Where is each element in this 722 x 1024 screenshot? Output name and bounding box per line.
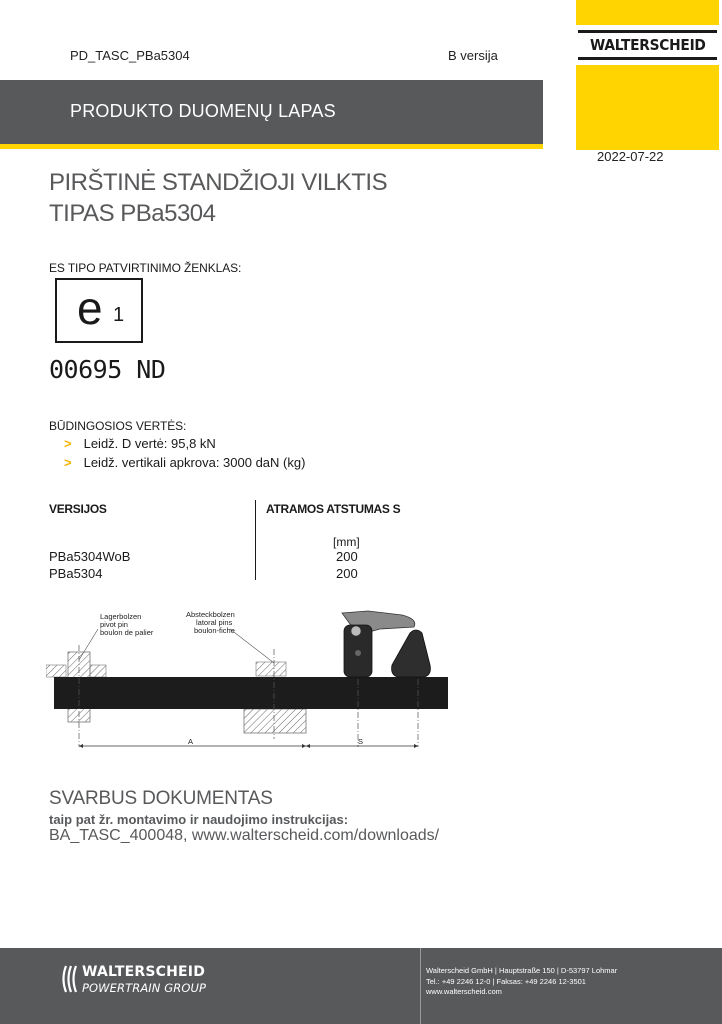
version-cell: PBa5304WoB [49, 549, 131, 564]
product-title-line2: TIPAS PBa5304 [49, 200, 216, 227]
label-lateral-2: latoral pins [196, 618, 233, 627]
unit-label: [mm] [333, 535, 360, 549]
label-pivot-1: Lagerbolzen [100, 612, 142, 621]
distance-cell: 200 [336, 566, 358, 581]
characteristic-d-value: Leidž. D vertė: 95,8 kN [83, 436, 216, 451]
support-distance-header: ATRAMOS ATSTUMAS S [266, 502, 401, 516]
versions-header: VERSIJOS [49, 502, 107, 516]
document-code: PD_TASC_PBa5304 [70, 48, 190, 63]
e-mark-number: 1 [113, 304, 125, 326]
version-cell: PBa5304 [49, 566, 103, 581]
approval-label: ES TIPO PATVIRTINIMO ŽENKLAS: [49, 261, 242, 275]
bullet-icon: > [64, 455, 72, 470]
logo-text: WALTERSCHEID [589, 36, 706, 54]
e-mark-letter: e [77, 282, 103, 334]
list-item [64, 455, 305, 470]
product-title-line1: PIRŠTINĖ STANDŽIOJI VILKTIS [49, 169, 388, 196]
footer-phone-line: Tel.: +49 2246 12-0 | Faksas: +49 2246 12-3501 [426, 976, 586, 986]
label-pivot-3: boulon de palier [100, 628, 154, 637]
footer-brand: WALTERSCHEID [82, 964, 206, 980]
dim-a-label: A [188, 737, 194, 746]
coupling-pin [392, 630, 431, 677]
characteristic-vertical-load: Leidž. vertikali apkrova: 3000 daN (kg) [83, 455, 306, 470]
documents-title: SVARBUS DOKUMENTAS [49, 788, 273, 809]
product-title [49, 167, 387, 229]
lateral-pin-block [256, 662, 286, 676]
drawbar [54, 677, 448, 709]
characteristics-label: BŪDINGOSIOS VERTĖS: [49, 419, 187, 433]
footer-subtitle: POWERTRAIN GROUP [82, 981, 207, 995]
footer-logo [60, 962, 260, 998]
coupling-drawing [46, 605, 456, 755]
documents-note: taip pat žr. montavimo ir naudojimo instrukcijas: [49, 812, 349, 827]
walterscheid-mark-icon [60, 964, 78, 994]
band-title: PRODUKTO DUOMENŲ LAPAS [70, 101, 336, 121]
walterscheid-logo [578, 30, 717, 60]
footer-address-line: Walterscheid GmbH | Hauptstraße 150 | D-53797 Lohmar [426, 966, 618, 975]
label-pivot-2: pivot pin [100, 620, 128, 629]
list-item [64, 436, 216, 451]
approval-number: 00695 ND [49, 355, 166, 384]
footer [0, 948, 722, 1024]
footer-address [426, 966, 617, 998]
label-lateral-3: boulon-fiche [194, 626, 235, 635]
distance-cell: 200 [336, 549, 358, 564]
logo-white-strip [576, 25, 719, 65]
title-band-stripe [0, 144, 543, 149]
e-mark [55, 278, 143, 343]
bullet-icon: > [64, 436, 72, 451]
table-divider [255, 500, 256, 580]
documents-link[interactable]: BA_TASC_400048, www.walterscheid.com/downloads/ [49, 827, 440, 844]
label-lateral-1: Absteckbolzen [186, 610, 235, 619]
document-version: B versija [448, 48, 498, 63]
document-date: 2022-07-22 [597, 149, 664, 164]
footer-divider [420, 948, 421, 1024]
dim-s-label: S [358, 737, 364, 746]
brand-logo-block [576, 0, 719, 150]
footer-website[interactable]: www.walterscheid.com [426, 987, 502, 996]
